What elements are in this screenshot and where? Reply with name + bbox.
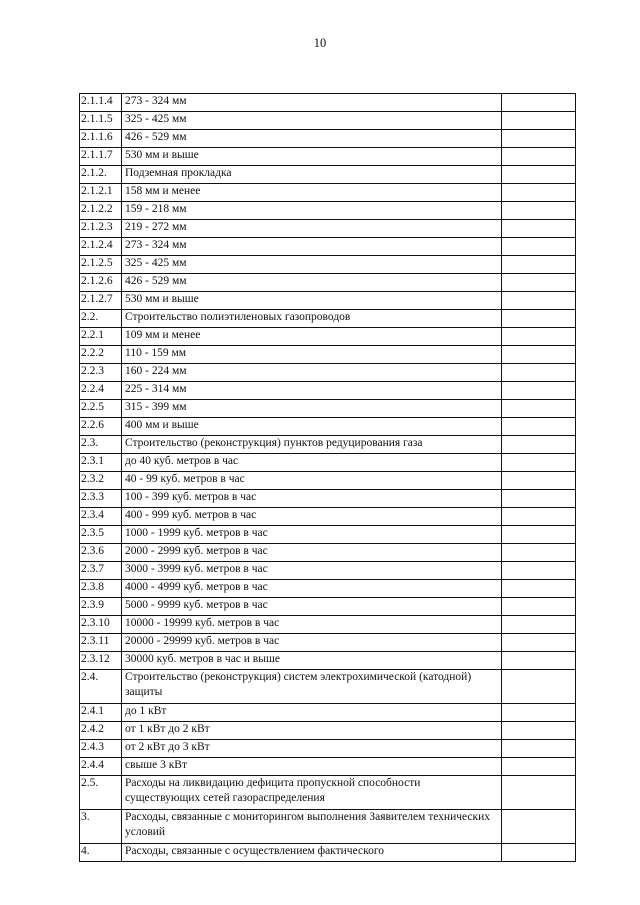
row-description: Расходы, связанные с мониторингом выполнения Заявителем технических условий bbox=[122, 810, 502, 844]
row-value bbox=[502, 472, 576, 490]
row-code: 2.1.2.5 bbox=[80, 256, 122, 274]
table-row bbox=[80, 364, 576, 382]
row-code: 2.3.12 bbox=[80, 652, 122, 670]
row-description: 5000 - 9999 куб. метров в час bbox=[122, 598, 502, 616]
row-description: Строительство (реконструкция) систем электрохимической (катодной) защиты bbox=[122, 670, 502, 704]
row-code: 2.2.4 bbox=[80, 382, 122, 400]
row-code: 2.3.9 bbox=[80, 598, 122, 616]
page-number: 10 bbox=[313, 36, 327, 50]
row-code: 2.1.2.7 bbox=[80, 292, 122, 310]
row-description: 1000 - 1999 куб. метров в час bbox=[122, 526, 502, 544]
row-value bbox=[502, 526, 576, 544]
row-value bbox=[502, 810, 576, 844]
row-value bbox=[502, 616, 576, 634]
row-value bbox=[502, 112, 576, 130]
row-value bbox=[502, 598, 576, 616]
row-description: 219 - 272 мм bbox=[122, 220, 502, 238]
row-code: 2.3.2 bbox=[80, 472, 122, 490]
row-code: 2.1.1.6 bbox=[80, 130, 122, 148]
row-code: 2.3.1 bbox=[80, 454, 122, 472]
table-row bbox=[80, 382, 576, 400]
row-value bbox=[502, 310, 576, 328]
row-value bbox=[502, 346, 576, 364]
row-code: 3. bbox=[80, 810, 122, 844]
table-row bbox=[80, 94, 576, 112]
row-code: 2.1.2.3 bbox=[80, 220, 122, 238]
row-code: 2.2.1 bbox=[80, 328, 122, 346]
row-code: 2.4.4 bbox=[80, 758, 122, 776]
table-row bbox=[80, 184, 576, 202]
row-description: 530 мм и выше bbox=[122, 148, 502, 166]
row-value bbox=[502, 722, 576, 740]
row-description: 530 мм и выше bbox=[122, 292, 502, 310]
row-value bbox=[502, 238, 576, 256]
row-description: 40 - 99 куб. метров в час bbox=[122, 472, 502, 490]
row-value bbox=[502, 94, 576, 112]
row-code: 2.3.10 bbox=[80, 616, 122, 634]
row-value bbox=[502, 274, 576, 292]
table-row bbox=[80, 112, 576, 130]
table-row bbox=[80, 722, 576, 740]
table-row bbox=[80, 418, 576, 436]
row-code: 4. bbox=[80, 844, 122, 862]
table-row bbox=[80, 652, 576, 670]
row-description: 273 - 324 мм bbox=[122, 94, 502, 112]
table-row bbox=[80, 400, 576, 418]
row-code: 2.2.3 bbox=[80, 364, 122, 382]
row-description: 426 - 529 мм bbox=[122, 130, 502, 148]
table-row bbox=[80, 202, 576, 220]
table-row bbox=[80, 130, 576, 148]
row-value bbox=[502, 184, 576, 202]
row-description: 315 - 399 мм bbox=[122, 400, 502, 418]
row-description: до 40 куб. метров в час bbox=[122, 454, 502, 472]
table-row bbox=[80, 810, 576, 844]
row-value bbox=[502, 704, 576, 722]
row-value bbox=[502, 634, 576, 652]
row-description: 400 мм и выше bbox=[122, 418, 502, 436]
row-description: Расходы, связанные с осуществлением фактического bbox=[122, 844, 502, 862]
row-value bbox=[502, 418, 576, 436]
row-code: 2.3.5 bbox=[80, 526, 122, 544]
row-description: 426 - 529 мм bbox=[122, 274, 502, 292]
table-row bbox=[80, 844, 576, 862]
row-value bbox=[502, 670, 576, 704]
row-code: 2.5. bbox=[80, 776, 122, 810]
table-row bbox=[80, 292, 576, 310]
row-value bbox=[502, 652, 576, 670]
row-value bbox=[502, 490, 576, 508]
table-row bbox=[80, 544, 576, 562]
table-row bbox=[80, 454, 576, 472]
row-value bbox=[502, 364, 576, 382]
row-description: 4000 - 4999 куб. метров в час bbox=[122, 580, 502, 598]
row-value bbox=[502, 256, 576, 274]
table-row bbox=[80, 526, 576, 544]
table-row bbox=[80, 616, 576, 634]
row-code: 2.2.5 bbox=[80, 400, 122, 418]
row-value bbox=[502, 202, 576, 220]
table-row bbox=[80, 346, 576, 364]
row-description: 273 - 324 мм bbox=[122, 238, 502, 256]
row-value bbox=[502, 740, 576, 758]
row-description: 3000 - 3999 куб. метров в час bbox=[122, 562, 502, 580]
row-code: 2.1.2.1 bbox=[80, 184, 122, 202]
table-row bbox=[80, 758, 576, 776]
row-description: 159 - 218 мм bbox=[122, 202, 502, 220]
table-body bbox=[80, 94, 576, 862]
table-row bbox=[80, 598, 576, 616]
row-code: 2.1.2. bbox=[80, 166, 122, 184]
row-description: 2000 - 2999 куб. метров в час bbox=[122, 544, 502, 562]
row-code: 2.3.7 bbox=[80, 562, 122, 580]
row-code: 2.2. bbox=[80, 310, 122, 328]
row-description: 160 - 224 мм bbox=[122, 364, 502, 382]
table-row bbox=[80, 220, 576, 238]
tariff-table bbox=[79, 93, 576, 862]
row-code: 2.4.1 bbox=[80, 704, 122, 722]
table-row bbox=[80, 436, 576, 454]
row-code: 2.1.2.6 bbox=[80, 274, 122, 292]
row-value bbox=[502, 844, 576, 862]
row-code: 2.4.3 bbox=[80, 740, 122, 758]
table-row bbox=[80, 562, 576, 580]
row-description: Строительство (реконструкция) пунктов редуцирования газа bbox=[122, 436, 502, 454]
row-value bbox=[502, 580, 576, 598]
row-value bbox=[502, 454, 576, 472]
row-code: 2.3.3 bbox=[80, 490, 122, 508]
row-description: 20000 - 29999 куб. метров в час bbox=[122, 634, 502, 652]
table-row bbox=[80, 328, 576, 346]
row-value bbox=[502, 328, 576, 346]
row-code: 2.1.1.4 bbox=[80, 94, 122, 112]
row-value bbox=[502, 292, 576, 310]
row-value bbox=[502, 382, 576, 400]
row-description: Строительство полиэтиленовых газопроводов bbox=[122, 310, 502, 328]
row-code: 2.3.11 bbox=[80, 634, 122, 652]
row-code: 2.3. bbox=[80, 436, 122, 454]
row-description: свыше 3 кВт bbox=[122, 758, 502, 776]
row-description: 325 - 425 мм bbox=[122, 256, 502, 274]
row-value bbox=[502, 166, 576, 184]
row-code: 2.1.1.7 bbox=[80, 148, 122, 166]
row-value bbox=[502, 436, 576, 454]
table-row bbox=[80, 490, 576, 508]
row-description: 100 - 399 куб. метров в час bbox=[122, 490, 502, 508]
table-row bbox=[80, 472, 576, 490]
row-value bbox=[502, 400, 576, 418]
row-description: Расходы на ликвидацию дефицита пропускной способности существующих сетей газораспределения bbox=[122, 776, 502, 810]
table-row bbox=[80, 740, 576, 758]
row-description: 325 - 425 мм bbox=[122, 112, 502, 130]
row-code: 2.1.2.4 bbox=[80, 238, 122, 256]
table-row bbox=[80, 148, 576, 166]
row-value bbox=[502, 562, 576, 580]
row-description: 158 мм и менее bbox=[122, 184, 502, 202]
table-row bbox=[80, 274, 576, 292]
row-code: 2.3.6 bbox=[80, 544, 122, 562]
row-code: 2.4.2 bbox=[80, 722, 122, 740]
table-row bbox=[80, 508, 576, 526]
row-code: 2.1.2.2 bbox=[80, 202, 122, 220]
row-value bbox=[502, 508, 576, 526]
row-description: от 1 кВт до 2 кВт bbox=[122, 722, 502, 740]
table-row bbox=[80, 580, 576, 598]
row-value bbox=[502, 220, 576, 238]
row-description: 400 - 999 куб. метров в час bbox=[122, 508, 502, 526]
row-code: 2.1.1.5 bbox=[80, 112, 122, 130]
row-value bbox=[502, 148, 576, 166]
row-description: 110 - 159 мм bbox=[122, 346, 502, 364]
row-value bbox=[502, 758, 576, 776]
table-row bbox=[80, 166, 576, 184]
table-row bbox=[80, 776, 576, 810]
row-value bbox=[502, 776, 576, 810]
row-code: 2.3.4 bbox=[80, 508, 122, 526]
row-code: 2.4. bbox=[80, 670, 122, 704]
row-description: 10000 - 19999 куб. метров в час bbox=[122, 616, 502, 634]
table-row bbox=[80, 634, 576, 652]
row-description: от 2 кВт до 3 кВт bbox=[122, 740, 502, 758]
row-description: Подземная прокладка bbox=[122, 166, 502, 184]
table-row bbox=[80, 670, 576, 704]
table-row bbox=[80, 310, 576, 328]
row-description: до 1 кВт bbox=[122, 704, 502, 722]
row-value bbox=[502, 130, 576, 148]
row-description: 109 мм и менее bbox=[122, 328, 502, 346]
row-description: 30000 куб. метров в час и выше bbox=[122, 652, 502, 670]
table-row bbox=[80, 256, 576, 274]
table-row bbox=[80, 704, 576, 722]
row-code: 2.2.6 bbox=[80, 418, 122, 436]
row-value bbox=[502, 544, 576, 562]
row-code: 2.3.8 bbox=[80, 580, 122, 598]
row-description: 225 - 314 мм bbox=[122, 382, 502, 400]
row-code: 2.2.2 bbox=[80, 346, 122, 364]
table-row bbox=[80, 238, 576, 256]
